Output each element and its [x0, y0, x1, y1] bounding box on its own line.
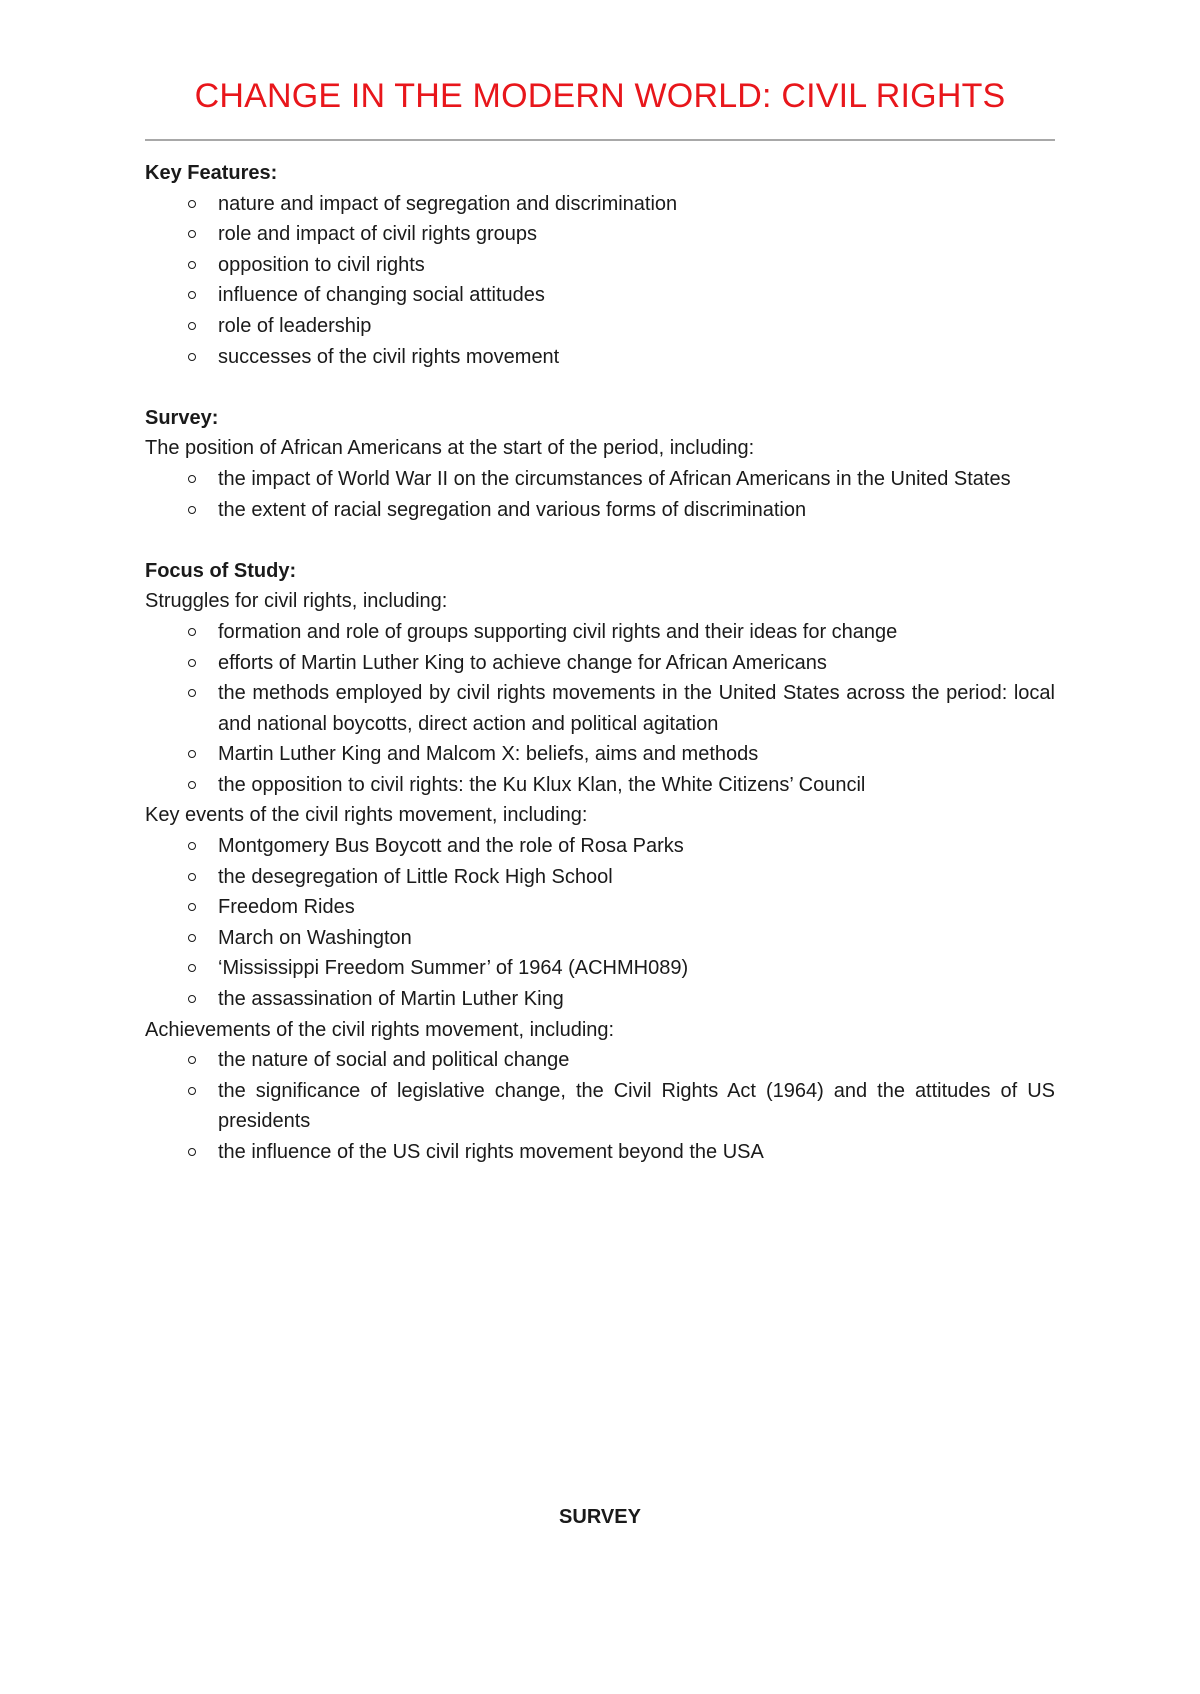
list-item: [145, 464, 1055, 495]
list-item-text: the desegregation of Little Rock High School: [218, 865, 613, 888]
list-item-text: March on Washington: [218, 926, 412, 949]
list-item-text: formation and role of groups supporting civil rights and their ideas for change: [218, 620, 898, 643]
list-item-text: Montgomery Bus Boycott and the role of Rosa Parks: [218, 835, 684, 858]
list-item-text: efforts of Martin Luther King to achieve change for African Americans: [218, 651, 827, 674]
list-item: [145, 1076, 1055, 1137]
list-item-text: nature and impact of segregation and discrimination: [218, 192, 678, 215]
section-spacer: [145, 372, 1055, 403]
list-item: [145, 189, 1055, 220]
list-item-text: the methods employed by civil rights movements in the United States across the period: local and national boycotts, direct action and political agitation: [218, 682, 1055, 735]
survey-list: [145, 464, 1055, 525]
list-item: [145, 280, 1055, 311]
list-item-text: the assassination of Martin Luther King: [218, 988, 564, 1011]
list-item-text: the extent of racial segregation and various forms of discrimination: [218, 498, 807, 521]
list-item: [145, 1137, 1055, 1168]
list-item: [145, 770, 1055, 801]
focus-section: [145, 556, 1055, 1168]
list-item: [145, 892, 1055, 923]
list-item-text: the impact of World War II on the circumstances of African Americans in the United States: [218, 467, 1011, 490]
focus-heading: Focus of Study:: [145, 559, 297, 582]
events-list: [145, 831, 1055, 1015]
list-item-text: role and impact of civil rights groups: [218, 223, 538, 246]
list-item: [145, 617, 1055, 648]
list-item-text: the nature of social and political change: [218, 1049, 570, 1072]
survey-heading: Survey:: [145, 406, 219, 429]
list-item-text: successes of the civil rights movement: [218, 345, 560, 368]
survey-intro: The position of African Americans at the start of the period, including:: [145, 437, 755, 460]
list-item: [145, 831, 1055, 862]
document-body: [145, 158, 1055, 1168]
key-features-list: [145, 189, 1055, 373]
list-item-text: role of leadership: [218, 314, 372, 337]
list-item: [145, 250, 1055, 281]
list-item: [145, 862, 1055, 893]
list-item-text: opposition to civil rights: [218, 253, 425, 276]
list-item: [145, 342, 1055, 373]
list-item-text: the opposition to civil rights: the Ku Klux Klan, the White Citizens’ Council: [218, 773, 866, 796]
list-item-text: the significance of legislative change, the Civil Rights Act (1964) and the attitudes of US presidents: [218, 1079, 1055, 1133]
achievements-intro: Achievements of the civil rights movement, including:: [145, 1018, 615, 1041]
list-item-text: influence of changing social attitudes: [218, 284, 545, 307]
section-spacer: [145, 525, 1055, 556]
title-divider: [145, 139, 1055, 141]
list-item: [145, 739, 1055, 770]
list-item-text: Martin Luther King and Malcom X: beliefs, aims and methods: [218, 743, 759, 766]
list-item: [145, 648, 1055, 679]
list-item: [145, 953, 1055, 984]
key-features-heading: Key Features:: [145, 162, 278, 184]
achievements-list: [145, 1045, 1055, 1167]
events-intro: Key events of the civil rights movement, including:: [145, 804, 588, 827]
list-item: [145, 678, 1055, 739]
list-item: [145, 984, 1055, 1015]
list-item: [145, 495, 1055, 526]
list-item: [145, 219, 1055, 250]
struggles-intro: Struggles for civil rights, including:: [145, 590, 448, 613]
page-title: CHANGE IN THE MODERN WORLD: CIVIL RIGHTS: [194, 77, 1006, 115]
list-item: [145, 923, 1055, 954]
list-item-text: ‘Mississippi Freedom Summer’ of 1964 (ACHMH089): [218, 957, 689, 980]
key-features-section: [145, 158, 1055, 372]
list-item-text: Freedom Rides: [218, 896, 355, 919]
list-item: [145, 311, 1055, 342]
struggles-list: [145, 617, 1055, 801]
survey-section: [145, 403, 1055, 525]
list-item-text: the influence of the US civil rights movement beyond the USA: [218, 1141, 764, 1163]
list-item: [145, 1045, 1055, 1076]
footer-heading: SURVEY: [559, 1506, 641, 1528]
